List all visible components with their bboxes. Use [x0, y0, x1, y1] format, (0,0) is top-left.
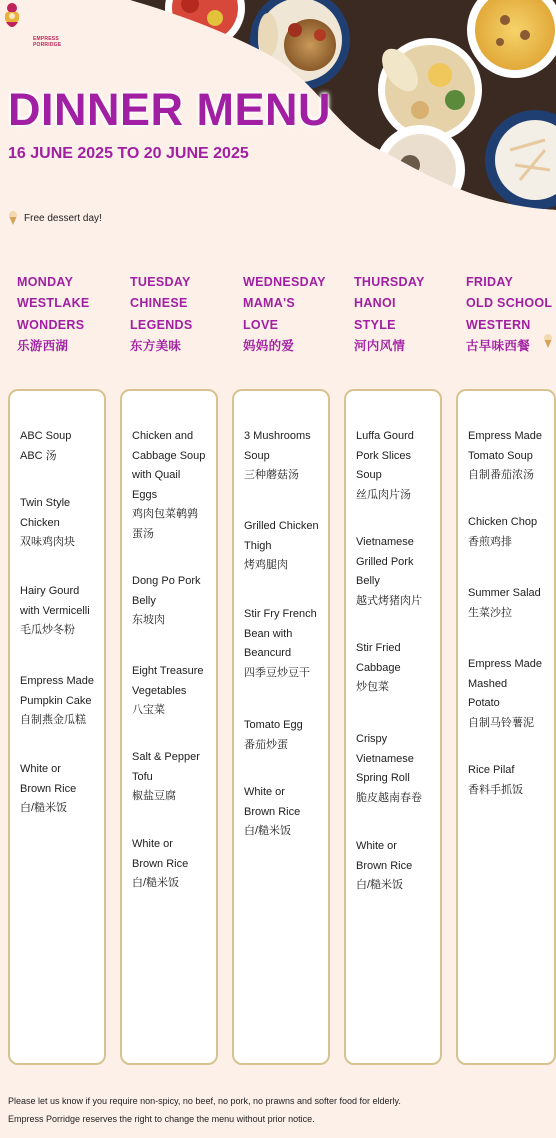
ice-cream-icon — [543, 334, 553, 348]
dish-item: White or Brown Rice 白/糙米饭 — [132, 838, 189, 890]
date-range: 16 JUNE 2025 TO 20 JUNE 2025 — [8, 145, 249, 162]
menu-card-monday — [8, 389, 106, 1065]
dish-item: White or Brown Rice 白/糙米饭 — [244, 786, 301, 838]
dish-item: White or Brown Rice 白/糙米饭 — [20, 763, 77, 815]
dish-item: Tomato Egg 番茄炒蛋 — [244, 719, 303, 751]
dish-item: Rice Pilaf 香料手抓饭 — [468, 764, 523, 796]
day-header-monday: MONDAY WESTLAKE WONDERS 乐游西湖 — [17, 275, 90, 353]
menu-card-friday — [456, 389, 556, 1065]
day-header-tuesday: TUESDAY CHINESE LEGENDS 东方美味 — [130, 275, 193, 353]
dish-item: Twin Style Chicken 双味鸡肉块 — [20, 497, 75, 549]
dish-item: Empress Made Pumpkin Cake 自制燕金瓜糕 — [20, 675, 94, 727]
dish-item: Grilled Chicken Thigh 烤鸡腿肉 — [244, 520, 319, 572]
dish-item: Luffa Gourd Pork Slices Soup 丝瓜肉片汤 — [356, 430, 414, 501]
ice-cream-icon — [8, 211, 18, 225]
dish-item: Vietnamese Grilled Pork Belly 越式烤猪肉片 — [356, 536, 422, 607]
disclaimer-note: Empress Porridge reserves the right to change the menu without prior notice. — [8, 1114, 315, 1124]
page-title: DINNER MENU — [8, 84, 332, 135]
dish-item: White or Brown Rice 白/糙米饭 — [356, 840, 413, 892]
day-header-wednesday: WEDNESDAY MAMA'S LOVE 妈妈的爱 — [243, 275, 326, 353]
menu-card-wednesday — [232, 389, 330, 1065]
dish-item: ABC Soup ABC 汤 — [20, 430, 72, 462]
dish-item: Stir Fry French Bean with Beancurd 四季豆炒豆干 — [244, 608, 317, 679]
dish-item: Crispy Vietnamese Spring Roll 脆皮越南春卷 — [356, 733, 422, 804]
dish-item: 3 Mushrooms Soup 三种蘑菇汤 — [244, 430, 311, 482]
dish-item: Hairy Gourd with Vermicelli 毛瓜炒冬粉 — [20, 585, 90, 637]
promo-line — [8, 211, 102, 225]
menu-card-tuesday — [120, 389, 218, 1065]
dish-item: Chicken and Cabbage Soup with Quail Eggs 鸡肉包菜鹌鹑 蛋汤 — [132, 430, 206, 540]
dish-item: Summer Salad 生菜沙拉 — [468, 587, 541, 619]
menu-card-thursday — [344, 389, 442, 1065]
dish-item: Chicken Chop 香煎鸡排 — [468, 516, 538, 548]
day-headers — [0, 272, 556, 362]
dish-item: Dong Po Pork Belly 东坡肉 — [132, 575, 201, 627]
dietary-note: Please let us know if you require non-spicy, no beef, no pork, no prawns and softer food for elderly. — [8, 1096, 401, 1106]
brand-logo — [0, 0, 60, 36]
promo-text: Free dessert day! — [24, 212, 102, 224]
day-header-friday: FRIDAY OLD SCHOOL WESTERN 古早味西餐 — [466, 275, 553, 353]
dish-item: Empress Made Mashed Potato 自制马铃薯泥 — [468, 658, 542, 729]
dish-item: Empress Made Tomato Soup 自制番茄浓汤 — [468, 430, 542, 482]
dish-item: Stir Fried Cabbage 炒包菜 — [356, 642, 401, 694]
day-header-thursday: THURSDAY HANOI STYLE 河内风情 — [354, 275, 425, 353]
brand-logo-text: EMPRESS PORRIDGE — [33, 36, 62, 48]
dish-item: Salt & Pepper Tofu 椒盐豆腐 — [132, 751, 200, 803]
dish-item: Eight Treasure Vegetables 八宝菜 — [132, 665, 204, 717]
